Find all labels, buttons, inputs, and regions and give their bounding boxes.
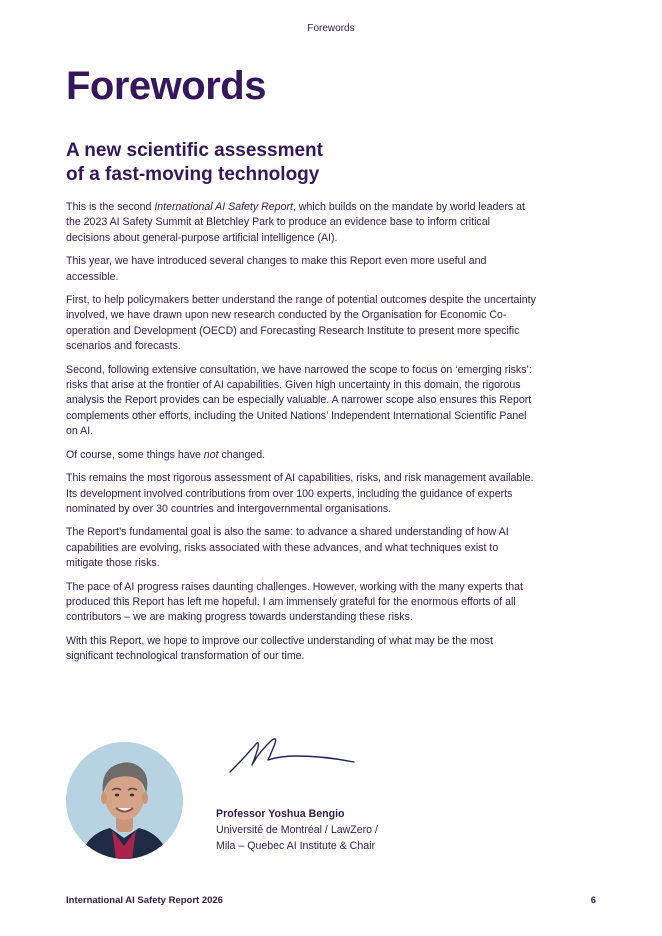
foreword-body [66,200,536,673]
emphasis-not: not [203,448,219,461]
paragraph-2: This year, we have introduced several changes to make this Report even more useful and accessible. [66,255,487,283]
paragraph-1 [66,200,536,246]
paragraph-1-text-a: This is the second [66,201,155,213]
running-header: Forewords [307,23,355,34]
paragraph-7: The Report’s fundamental goal is also the same: to advance a shared understanding of how AI capabilities are evolving, risks associated with these advances, and what techniques exist to mitigate those risks. [66,526,509,570]
paragraph-5-text-a: Of course, some things have [66,448,204,461]
paragraph-8: The pace of AI progress raises daunting challenges. However, working with the many experts that produced this Report has left me hopeful. I am immensely grateful for the enormous efforts of all contributors – we are making progress towards understanding these risks. [66,580,523,624]
paragraph-5 [66,448,536,463]
author-portrait [66,742,183,859]
paragraph-5-text-b: changed. [218,448,266,461]
handwritten-signature-icon [226,734,358,776]
paragraph-4: Second, following extensive consultation, we have narrowed the scope to focus on ‘emerging risks’: risks that arise at the frontier of AI capabilities. Given high uncertainty in this domain, the rigorous analysis the Report provides can be especially valuable. A narrower scope also ensures this Report complements other efforts, including the United Nations’ Independent International Scientific Panel on AI. [66,363,532,438]
subtitle-line-1: A new scientific assessment [66,140,323,161]
paragraph-9: With this Report, we hope to improve our collective understanding of what may be the most significant technological transformation of our time. [66,634,493,663]
paragraph-6: This remains the most rigorous assessment of AI capabilities, risks, and risk management available. Its development involved contributions from over 100 experts, including the guidance of experts nominated by over 30 countries and intergovernmental organisations. [66,472,534,515]
page-number: 6 [590,895,596,906]
footer-report-title: International AI Safety Report 2026 [66,895,223,906]
signature-block [216,806,378,854]
report-title-italic: International AI Safety Report [154,201,293,213]
signatory-affiliation-1: Université de Montréal / LawZero / [216,824,378,836]
signatory-affiliation-2: Mila – Quebec AI Institute & Chair [216,840,375,852]
paragraph-1-text-b: , which builds on the mandate by world leaders at the 2023 AI Safety Summit at Bletchley Park to produce an evidence base to inform critical decisions about general-purpose artificial intelligence (AI). [66,201,525,244]
page-title: Forewords [66,64,266,108]
subtitle-line-2: of a fast-moving technology [66,164,320,185]
signatory-name: Professor Yoshua Bengio [216,808,345,820]
paragraph-3: First, to help policymakers better understand the range of potential outcomes despite the uncertainty involved, we have drawn upon new research conducted by the Organisation for Economic Co-operation and Development (OECD) and Forecasting Research Institute to present more specific scenarios and forecasts. [66,294,536,353]
section-subtitle [66,139,323,187]
person-portrait-icon [66,742,183,859]
